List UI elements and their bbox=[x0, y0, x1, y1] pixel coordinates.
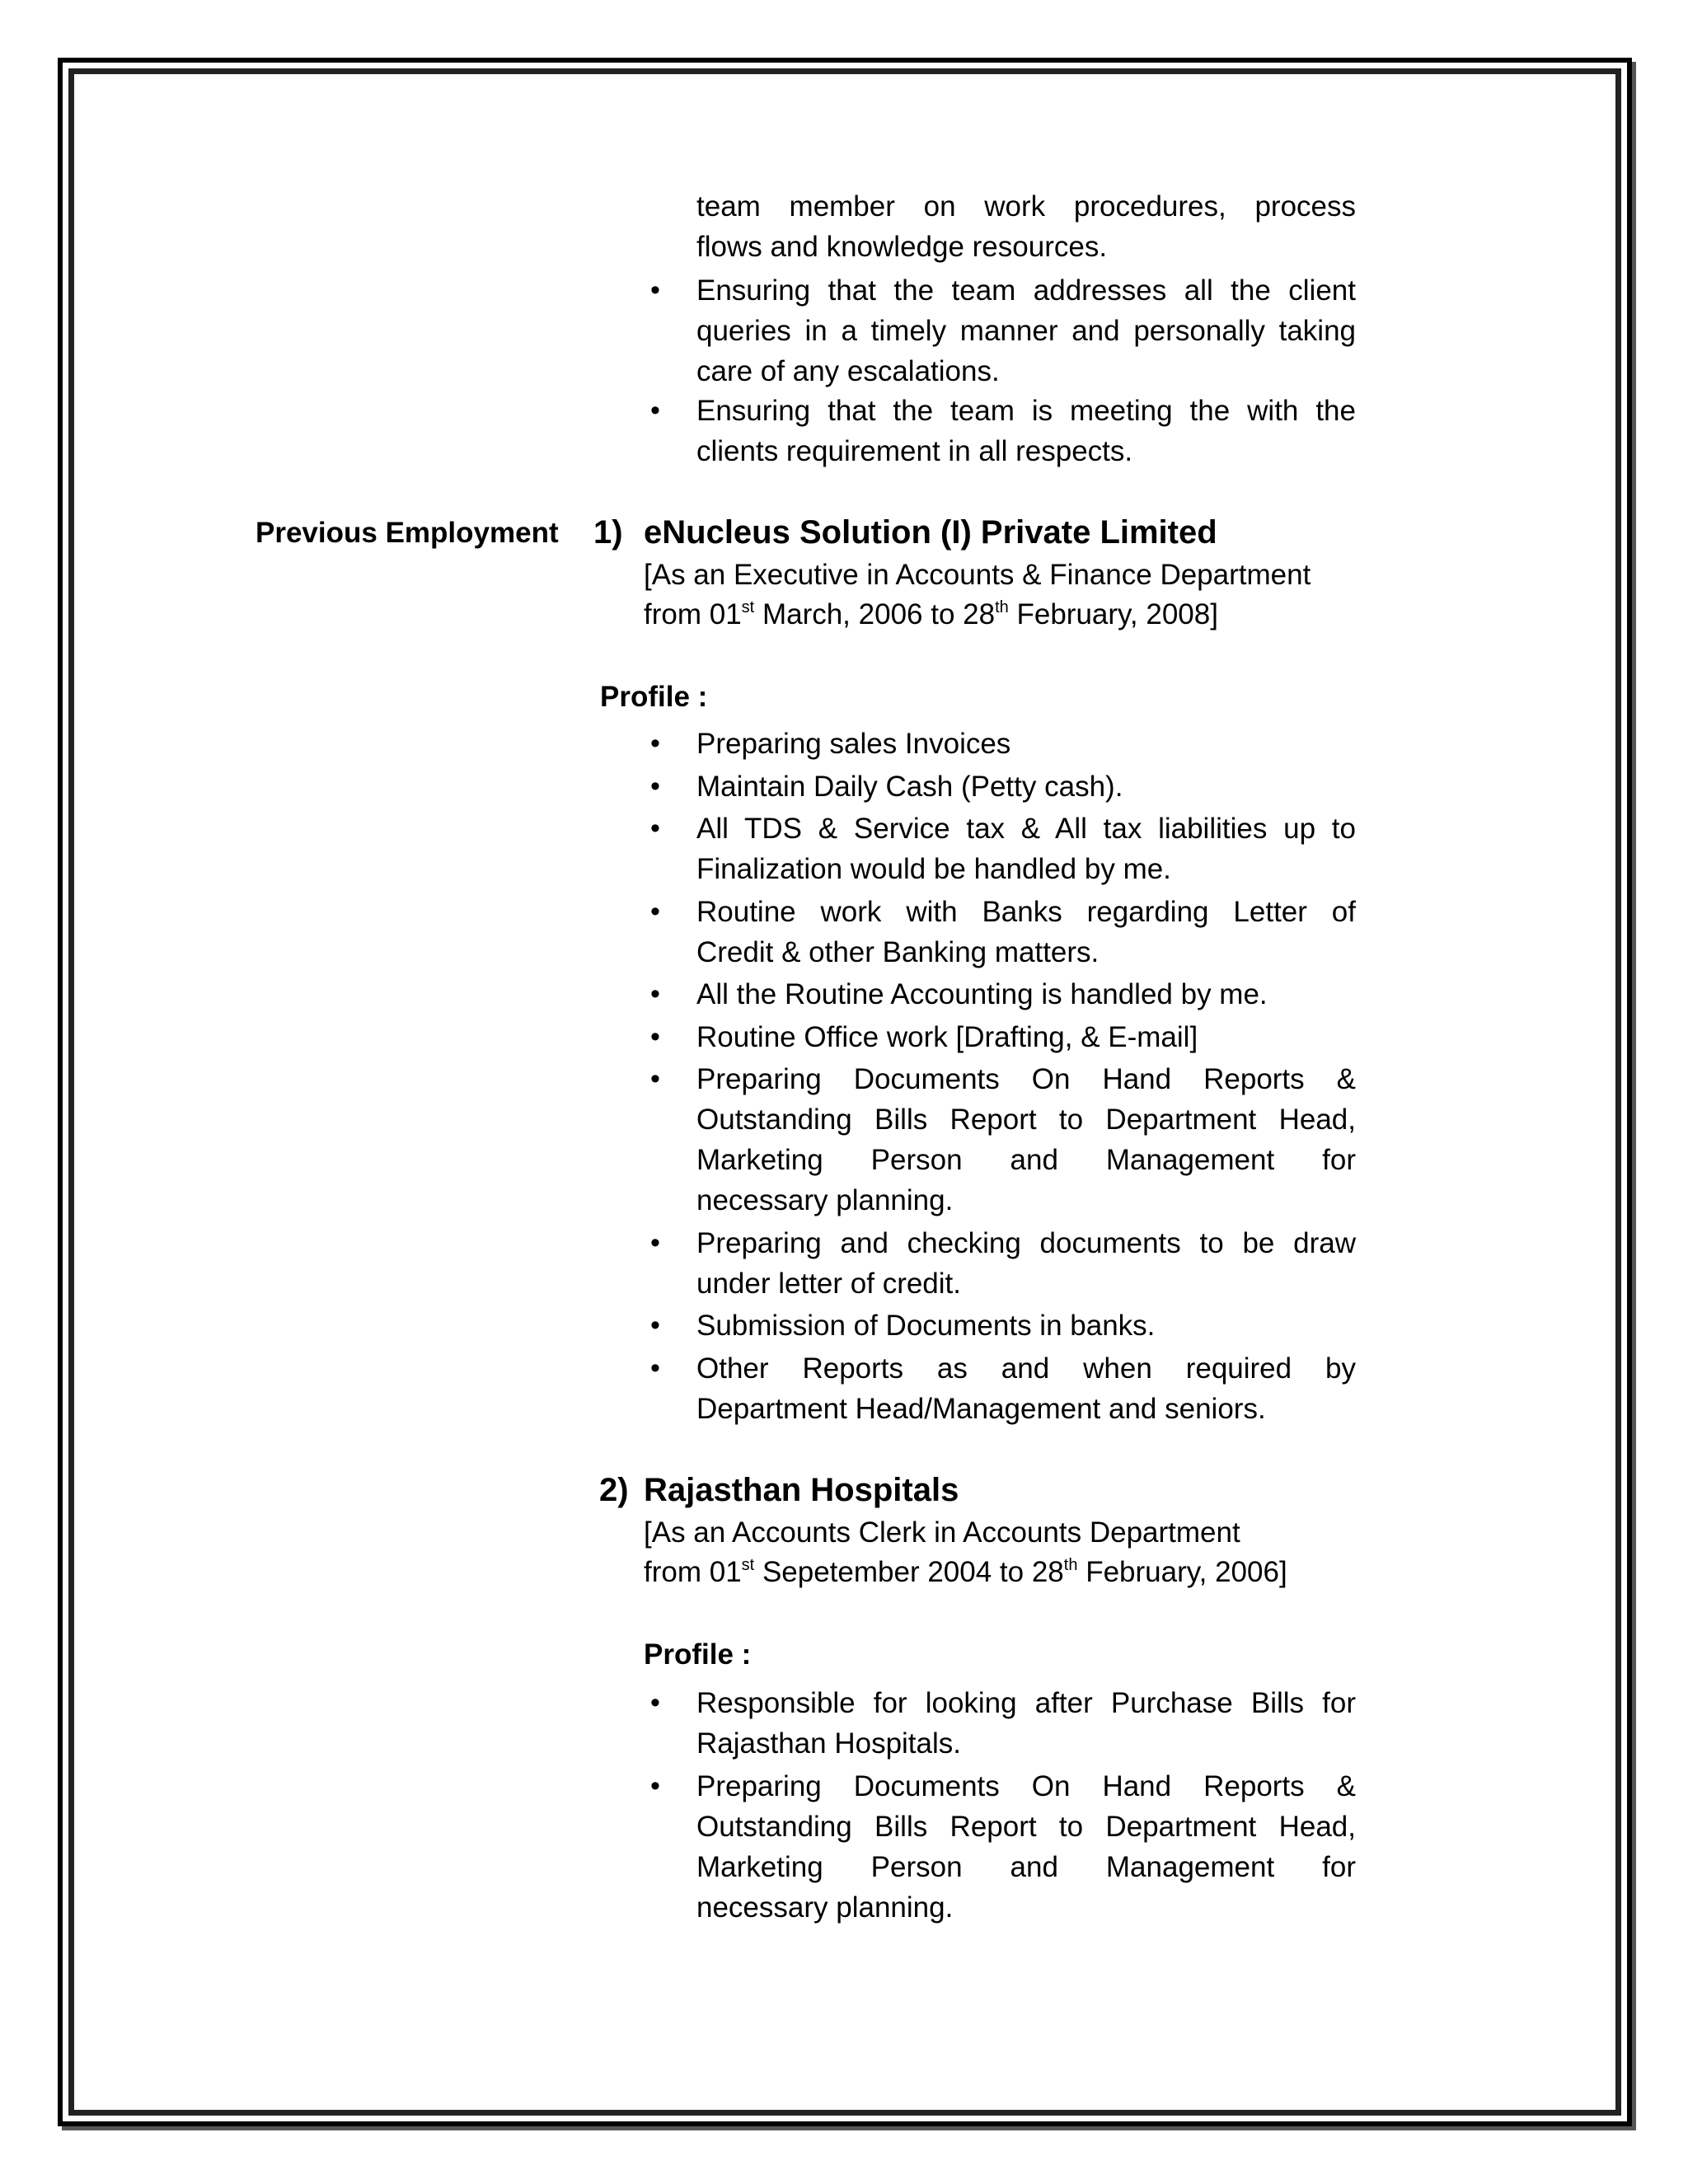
list-item-line: Preparing Documents On Hand Reports & bbox=[696, 1770, 1356, 1802]
list-item bbox=[696, 1305, 1356, 1346]
list-item bbox=[696, 1348, 1356, 1429]
list-item-line: necessary planning. bbox=[696, 1891, 954, 1924]
date-text: March, 2006 to 28 bbox=[754, 598, 996, 630]
list-item bbox=[696, 1683, 1356, 1764]
date-line bbox=[644, 595, 1218, 635]
list-item bbox=[696, 270, 1356, 391]
bullet-icon: • bbox=[650, 978, 660, 1010]
list-item-line: Ensuring that the team addresses all the client bbox=[696, 274, 1356, 307]
company-name: eNucleus Solution (I) Private Limited bbox=[644, 514, 1217, 551]
date-sup: st bbox=[741, 598, 755, 616]
list-item-line: Department Head/Management and seniors. bbox=[696, 1392, 1266, 1425]
list-item-line: queries in a timely manner and personally taking bbox=[696, 315, 1356, 347]
bullet-icon: • bbox=[650, 1063, 660, 1094]
bullet-icon: • bbox=[650, 274, 660, 306]
date-sup: th bbox=[1063, 1556, 1078, 1574]
bullet-icon: • bbox=[650, 1226, 660, 1258]
bullet-icon: • bbox=[650, 1352, 660, 1384]
list-item bbox=[696, 892, 1356, 972]
list-item bbox=[696, 766, 1356, 807]
list-item-line: Routine Office work [Drafting, & E-mail] bbox=[696, 1020, 1198, 1053]
date-text: Sepetember 2004 to 28 bbox=[754, 1556, 1064, 1588]
list-item-line: Outstanding Bills Report to Department Head, bbox=[696, 1104, 1356, 1136]
continuation-line: flows and knowledge resources. bbox=[696, 231, 1108, 263]
list-item-line: necessary planning. bbox=[696, 1184, 954, 1216]
profile-label: Profile : bbox=[644, 1638, 752, 1671]
list-item-line: Preparing and checking documents to be draw bbox=[696, 1226, 1356, 1259]
list-item bbox=[696, 1766, 1356, 1928]
bullet-icon: • bbox=[650, 813, 660, 844]
list-item bbox=[696, 1017, 1356, 1057]
bullet-icon: • bbox=[650, 1770, 660, 1802]
list-item-line: Submission of Documents in banks. bbox=[696, 1310, 1156, 1342]
date-text: February, 2008] bbox=[1008, 598, 1218, 630]
list-item-line: Outstanding Bills Report to Department Head, bbox=[696, 1811, 1356, 1843]
bullet-icon: • bbox=[650, 895, 660, 927]
bullet-icon: • bbox=[650, 1020, 660, 1052]
role-line: [As an Accounts Clerk in Accounts Department bbox=[644, 1516, 1240, 1549]
list-item-line: Responsible for looking after Purchase Bills for bbox=[696, 1687, 1356, 1719]
list-item-line: Preparing Documents On Hand Reports & bbox=[696, 1063, 1356, 1095]
list-item-line: Maintain Daily Cash (Petty cash). bbox=[696, 770, 1123, 803]
list-item-line: Other Reports as and when required by bbox=[696, 1352, 1356, 1385]
date-sup: th bbox=[995, 598, 1009, 616]
list-item bbox=[696, 974, 1356, 1015]
bullet-icon: • bbox=[650, 1310, 660, 1341]
list-item bbox=[696, 808, 1356, 889]
list-item-line: Marketing Person and Management for bbox=[696, 1851, 1356, 1883]
list-item-line: clients requirement in all respects. bbox=[696, 435, 1133, 467]
list-item-line: Routine work with Banks regarding Letter of bbox=[696, 895, 1356, 928]
employer-number: 2) bbox=[599, 1472, 629, 1508]
list-item bbox=[696, 1223, 1356, 1304]
list-item-line: Ensuring that the team is meeting the with the bbox=[696, 395, 1356, 427]
list-item-line: care of any escalations. bbox=[696, 355, 1000, 387]
list-item bbox=[696, 391, 1356, 471]
date-sup: st bbox=[741, 1556, 755, 1574]
list-item-line: Finalization would be handled by me. bbox=[696, 853, 1171, 885]
list-item-line: Rajasthan Hospitals. bbox=[696, 1727, 961, 1760]
bullet-icon: • bbox=[650, 728, 660, 759]
bullet-icon: • bbox=[650, 395, 660, 426]
date-text: from 01 bbox=[644, 1556, 742, 1588]
bullet-icon: • bbox=[650, 770, 660, 802]
company-name: Rajasthan Hospitals bbox=[644, 1472, 959, 1508]
list-item-line: All TDS & Service tax & All tax liabilities up to bbox=[696, 813, 1356, 845]
list-item-line: Credit & other Banking matters. bbox=[696, 935, 1100, 968]
list-item-line: under letter of credit. bbox=[696, 1267, 961, 1300]
continuation-text bbox=[696, 186, 1356, 267]
list-item bbox=[696, 724, 1356, 764]
list-item-line: Marketing Person and Management for bbox=[696, 1144, 1356, 1176]
section-label: Previous Employment bbox=[256, 517, 559, 549]
continuation-line: team member on work procedures, process bbox=[696, 190, 1356, 223]
date-text: from 01 bbox=[644, 598, 742, 630]
date-line bbox=[644, 1553, 1287, 1592]
list-item-line: Preparing sales Invoices bbox=[696, 728, 1011, 760]
employer-number: 1) bbox=[593, 514, 623, 551]
bullet-icon: • bbox=[650, 1687, 660, 1718]
list-item bbox=[696, 1059, 1356, 1221]
role-line: [As an Executive in Accounts & Finance Department bbox=[644, 559, 1311, 591]
profile-label: Profile : bbox=[600, 681, 708, 713]
date-text: February, 2006] bbox=[1077, 1556, 1287, 1588]
list-item-line: All the Routine Accounting is handled by me. bbox=[696, 978, 1268, 1010]
